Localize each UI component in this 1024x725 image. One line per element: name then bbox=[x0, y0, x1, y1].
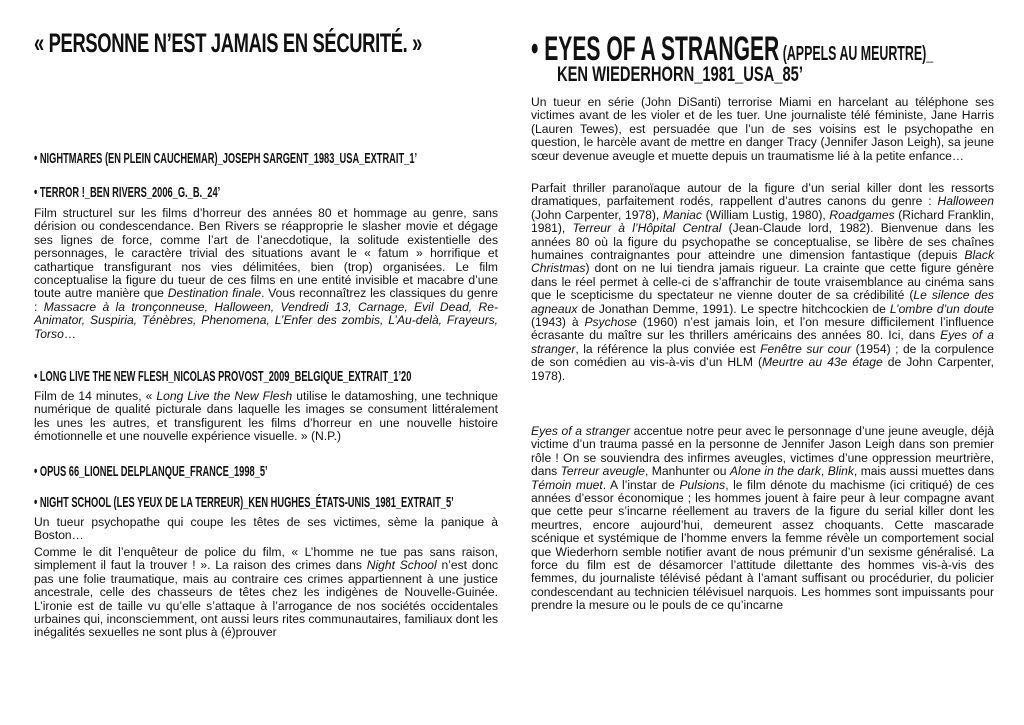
body-text-run: , Manhunter ou bbox=[645, 464, 730, 479]
film-heading-terror: • TERROR !_BEN RIVERS_2006_G._B._24’ bbox=[34, 184, 221, 201]
italic-title-text: Roadgames bbox=[829, 207, 895, 222]
film-text-long-live bbox=[34, 390, 498, 444]
italic-title-text: Massacre à la tronçonneuse, Halloween, Vendredi 13, Carnage, Evil Dead, Re-Animator, Suspiria, Ténèbres, Phenomena, L’Enfer des zombis, L’Au-delà, Frayeurs, Torso bbox=[34, 299, 498, 341]
film-credits-eyes-of-a-stranger: KEN WIEDERHORN_1981_USA_85’ bbox=[557, 63, 803, 86]
body-text-run: (William Lustig, 1980), bbox=[701, 207, 830, 222]
italic-title-text: Le silence des agneaux bbox=[531, 288, 994, 316]
film-heading-night-school: • NIGHT SCHOOL (LES YEUX DE LA TERREUR)_KEN HUGHES_ÉTATS-UNIS_1981_EXTRAIT_5’ bbox=[34, 494, 454, 511]
italic-title-text: Pulsions bbox=[679, 477, 726, 492]
italic-title-text: Black Christmas bbox=[531, 248, 994, 276]
italic-title-text: Fenêtre sur cour bbox=[760, 341, 852, 356]
italic-title-text: Maniac bbox=[662, 207, 702, 222]
body-text-run: (1954) ; de la corpulence de son comédien au vis-à-vis d’un HLM ( bbox=[531, 341, 994, 370]
body-text-run: , la référence la plus conviée est bbox=[575, 341, 761, 356]
body-text-run: (John Carpenter, 1978), bbox=[531, 207, 663, 222]
body-text-run: accentue notre peur avec le personnage d’une jeune aveugle, déjà victime d’un trauma passé en la personne de Jennifer Jason Leigh dans son premier rôle ! On se souviendra des infirmes aveugles, victimes d’une oppression meurtrière, dans bbox=[531, 424, 994, 479]
body-text-run: de John Carpenter, 1978). bbox=[531, 355, 994, 383]
film-heading-long-live: • LONG LIVE THE NEW FLESH_NICOLAS PROVOST_2009_BELGIQUE_EXTRAIT_1’20 bbox=[34, 368, 412, 385]
body-text-run: Comme le dit l’enquêteur de police du film, « L’homme ne tue pas sans raison, simplement il faut la trouver ! ». La raison des crimes dans bbox=[34, 545, 498, 573]
body-text-run: (1943) à bbox=[531, 315, 585, 330]
body-text-run: (APPELS AU MEURTRE)_ bbox=[779, 43, 934, 65]
italic-title-text: L’ombre d’un doute bbox=[889, 301, 995, 316]
italic-title-text: Terreur aveugle bbox=[560, 464, 645, 479]
synopsis-paragraph: Un tueur en série (John DiSanti) terrorise Miami en harcelant au téléphone ses victimes avant de les violer et de les tuer. Une journaliste télé féministe, Jane Harris (Lauren Tewes), est persuadée que l’un de ses voisins est le psychopathe en question, le harcèle avant de mettre en danger Tracy (Jennifer Jason Leigh), sa jeune sœur devenue aveugle et muette depuis un traumatisme lié à la petite enfance… bbox=[531, 95, 994, 163]
italic-title-text: Eyes of a stranger bbox=[531, 424, 631, 438]
italic-title-text: Psychose bbox=[584, 315, 637, 330]
body-text-run: . A l’instar de bbox=[602, 477, 680, 492]
analysis-paragraph-1 bbox=[531, 182, 994, 383]
analysis-paragraph-2 bbox=[531, 425, 994, 613]
film-summary-night-school: Un tueur psychopathe qui coupe les têtes de ses victimes, sème la panique à Boston… bbox=[34, 515, 498, 543]
body-text-run: … bbox=[63, 326, 76, 341]
page-title-left: « PERSONNE N’EST JAMAIS EN SÉCURITÉ. » bbox=[34, 28, 423, 58]
film-text-night-school bbox=[34, 546, 498, 640]
italic-title-text: Témoin muet bbox=[531, 477, 603, 492]
body-text-run: Film de 14 minutes, « bbox=[34, 389, 157, 403]
body-text-run: , mais aussi muettes dans bbox=[853, 464, 994, 479]
body-text-run: Film structurel sur les films d’horreur des années 80 et hommage au genre, sans dérision ou condescendance. Ben Rivers se réapproprie le slasher movie et dégage ses lignes de force, comme l’art de l’anecdotique, la solitude existentielle des personnages, le caractère trivial des situations avant le « fatum » horrifique et cathartique transfigurant nos vies délimitées, bien (trop) organisées. Le film conceptualise la figure du tueur de ces films en une entité invisible et macabre d’une toute autre manière que bbox=[34, 206, 498, 301]
italic-title-text: Meurtre au 43e étage bbox=[761, 355, 883, 370]
body-text-run: n’est donc pas une folie traumatique, mais au contraire ces crimes appartiennent à une justice ancestrale, celle des chasseurs de têtes chez les indigènes de Nouvelle-Guinée. L’ironie est de taille vu qu’elle s’attaque à l’arrogance de nos sociétés occidentales urbaines qui, inconsciemment, ont aussi leurs rites communautaires, familiaux dont les inégalités sexuelles ne sont plus à (é)prouver bbox=[34, 558, 499, 640]
body-text-run: utilise le datamoshing, une technique numérique de qualité picturale dans laquelle les images se consument littéralement les unes les autres, et transfigurent les films d’horreur en une nouvelle histoire émotionnelle et une nouvelle expérience visuelle. » (N.P.) bbox=[34, 389, 499, 444]
italic-title-text: Alone in the dark bbox=[729, 464, 821, 479]
film-heading-opus-66: • OPUS 66_LIONEL DELPLANQUE_FRANCE_1998_5’ bbox=[34, 463, 268, 480]
italic-title-text: Blink bbox=[827, 464, 854, 479]
italic-title-text: Long Live the New Flesh bbox=[156, 389, 293, 403]
italic-title-text: Destination finale bbox=[167, 286, 262, 301]
body-text-run: , bbox=[820, 464, 828, 479]
italic-title-text: Halloween bbox=[937, 194, 994, 209]
body-text-run: (1960) n’est jamais loin, et l’on mesure difficilement l’influence écrasante du maître sur les thrillers américains des années 80. Ici, dans bbox=[531, 315, 994, 343]
film-text-terror bbox=[34, 207, 498, 341]
body-text-run: ) dont on ne lui tiendra jamais rigueur. La crainte que cette figure génère dans le réel permet à celle-ci de s’affranchir de toute vraisemblance au cinéma sans que le scepticisme du spectateur ne vienne douter de sa crédibilité ( bbox=[531, 261, 994, 303]
film-heading-nightmares: • NIGHTMARES (EN PLEIN CAUCHEMAR)_JOSEPH SARGENT_1983_USA_EXTRAIT_1’ bbox=[34, 150, 418, 167]
body-text-run: (Jean-Claude lord, 1982). Bienvenue dans les années 80 où la figure du psychopathe se conceptualise, se libère de ses chaînes humaines contraignantes pour atteindre une dimension fantastique (depuis bbox=[531, 221, 994, 263]
body-text-run: , le film dénote du machisme (ici critiqué) de ces années d’essor économique ; les hommes jouent à faire peur à leur compagne avant que cette peur s’incarne réellement au travers de la figure du serial killer dont les meurtres, encore aujourd’hui, demeurent assez choquants. Cette mascarade scénique et systémique de l’homme envers la femme révèle un comportement social que Wiederhorn semble notifier avant de nous prémunir d’un sexisme généralisé. La force du film est de désamorcer l’attitude dilettante des hommes vis-à-vis des femmes, du journaliste télévisé pédant à l’amant suffisant ou procédurier, du policier condescendant au technicien télévisuel narquois. Les hommes sont impuissants pour prendre la mesure ou le pouls de ce qu’incarne bbox=[531, 477, 994, 613]
body-text-run: . Vous reconnaîtrez les classiques du genre : bbox=[34, 286, 499, 314]
italic-title-text: Night School bbox=[366, 558, 437, 573]
italic-title-text: Terreur à l’Hôpital Central bbox=[572, 221, 722, 236]
body-text-run: Parfait thriller paranoïaque autour de la figure d’un serial killer dont les ressorts dramatiques, parfaitement rodés, rappellent d’autres canons du genre : bbox=[531, 181, 994, 209]
body-text-run: • EYES OF A STRANGER bbox=[531, 30, 780, 68]
body-text-run: (Richard Franklin, 1981), bbox=[531, 207, 994, 236]
body-text-run: de Jonathan Demme, 1991). Le spectre hitchcockien de bbox=[577, 301, 890, 316]
italic-title-text: Eyes of a stranger bbox=[531, 328, 995, 356]
